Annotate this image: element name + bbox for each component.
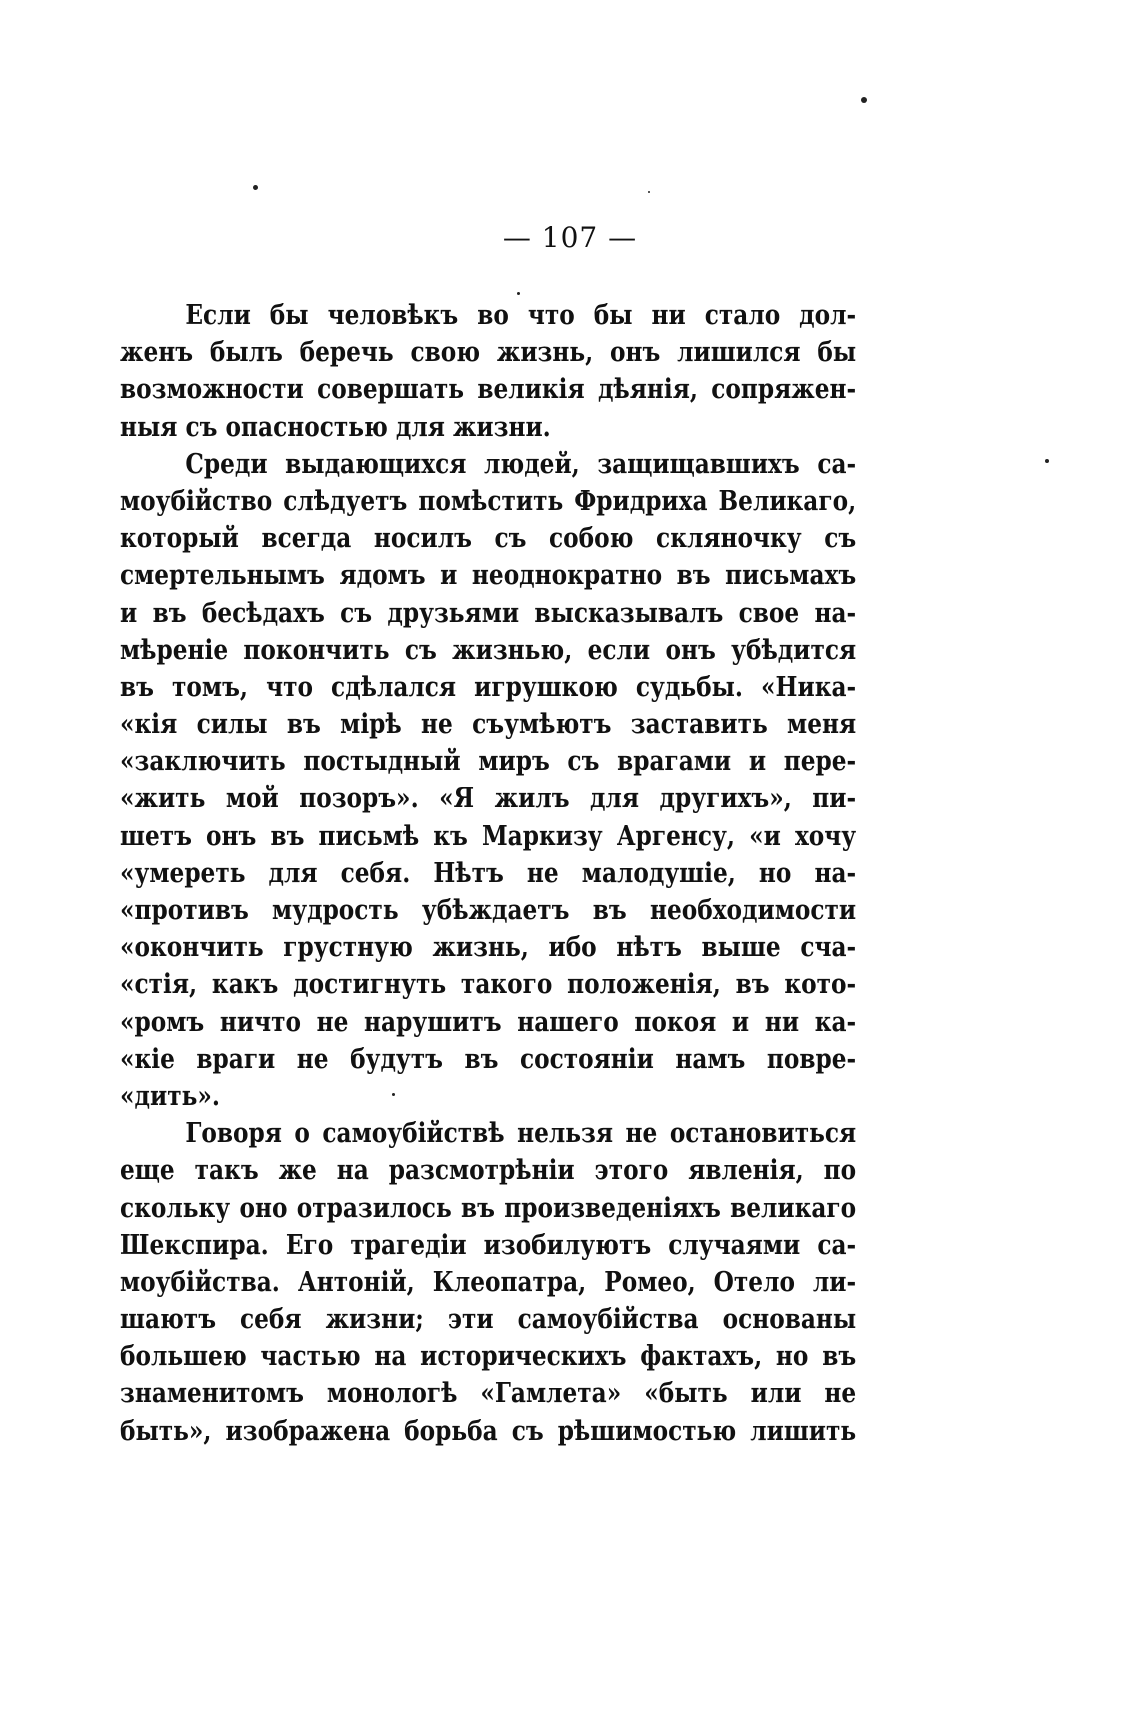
text-line: Говоря о самоубійствѣ нельзя не остановиться <box>185 1118 857 1150</box>
text-line: «умереть для себя. Нѣтъ не малодушіе, но на- <box>120 857 857 889</box>
text-line: «стія, какъ достигнуть такого положенія, въ кото- <box>120 969 857 1001</box>
text-line: ныя съ опасностью для жизни. <box>120 411 551 443</box>
scan-speck <box>1045 459 1049 463</box>
text-line: шаютъ себя жизни; эти самоубійства основаны <box>120 1304 857 1336</box>
text-line: Шекспира. Его трагедіи изобилуютъ случаями са- <box>120 1229 857 1261</box>
text-line: «кія силы въ мірѣ не съумѣютъ заставить меня <box>120 709 857 741</box>
text-line: моубійство слѣдуетъ помѣстить Фридриха Великаго, <box>120 485 857 517</box>
text-line: мѣреніе покончить съ жизнью, если онъ убѣдится <box>120 634 857 666</box>
text-line: «заключить постыдный миръ съ врагами и пере- <box>120 746 857 778</box>
text-line: «противъ мудрость убѣждаетъ въ необходимости <box>120 895 857 926</box>
text-line: возможности совершать великія дѣянія, сопряжен- <box>120 374 857 406</box>
text-line: Если бы человѣкъ во что бы ни стало дол- <box>185 300 857 331</box>
text-line: Среди выдающихся людей, защищавшихъ са- <box>185 448 857 480</box>
text-line: «окончить грустную жизнь, ибо нѣтъ выше сча- <box>120 932 857 964</box>
scan-speck <box>253 185 258 190</box>
text-line: моубійства. Антоній, Клеопатра, Ромео, Отело ли- <box>120 1266 857 1298</box>
text-line: женъ былъ беречь свою жизнь, онъ лишился бы <box>120 337 857 369</box>
text-line: «кіе враги не будутъ въ состояніи намъ повре- <box>120 1043 857 1075</box>
page-number: — 107 — <box>502 221 638 254</box>
text-line: «ромъ ничто не нарушитъ нашего покоя и ни ка- <box>120 1006 857 1038</box>
text-line: который всегда носилъ съ собою скляночку съ <box>120 523 857 555</box>
text-line: большею частью на историческихъ фактахъ, но въ <box>120 1341 857 1373</box>
text-line: шетъ онъ въ письмѣ къ Маркизу Аргенсу, «и хочу <box>120 820 857 852</box>
text-line: быть», изображена борьба съ рѣшимостью лишить <box>120 1415 857 1447</box>
text-line: въ томъ, что сдѣлался игрушкою судьбы. «Ника- <box>120 671 857 703</box>
text-line: «жить мой позоръ». «Я жилъ для другихъ», пи- <box>120 783 857 815</box>
text-line: скольку оно отразилось въ произведеніяхъ великаго <box>120 1192 857 1224</box>
scan-speck <box>648 191 650 193</box>
text-line: «дить». <box>120 1080 220 1112</box>
scan-speck <box>861 97 867 103</box>
text-line: смертельнымъ ядомъ и неоднократно въ письмахъ <box>120 560 857 592</box>
text-line: еще такъ же на разсмотрѣніи этого явленія, по <box>120 1155 857 1187</box>
body-text <box>120 297 857 1450</box>
text-line: знаменитомъ монологѣ «Гамлета» «быть или не <box>120 1378 857 1410</box>
scan-speck <box>517 292 520 295</box>
text-line: и въ бесѣдахъ съ друзьями высказывалъ свое на- <box>120 597 857 629</box>
